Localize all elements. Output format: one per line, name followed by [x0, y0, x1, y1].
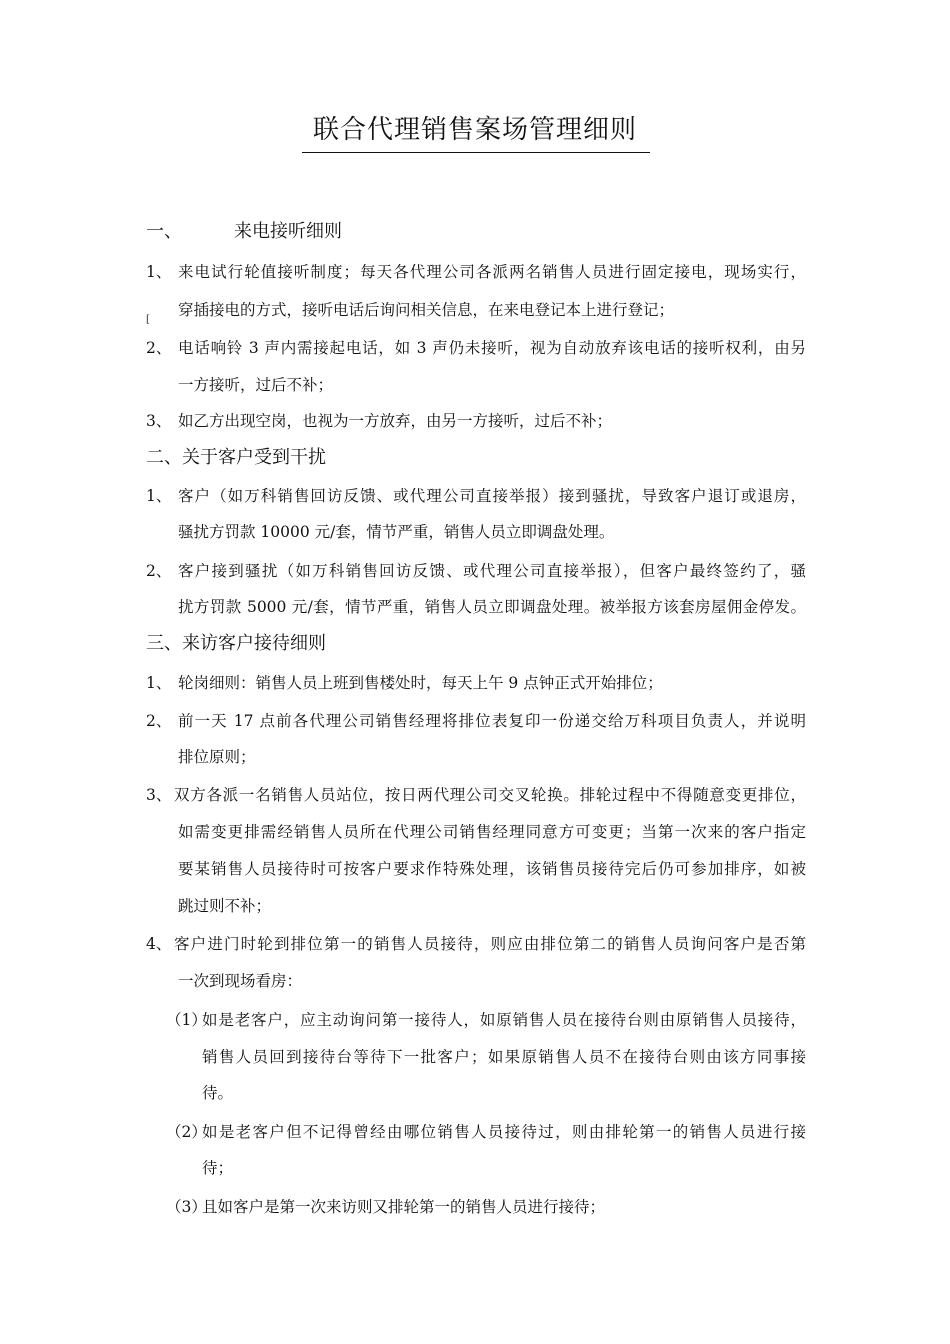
paragraph-line: 且如客户是第一次来访则又排轮第一的销售人员进行接待； [202, 1198, 606, 1216]
paragraph-line: 扰方罚款 5000 元/套，情节严重，销售人员立即调盘处理。被举报方该套房屋佣金停发。 [178, 598, 806, 616]
item-number: 3、 [146, 412, 172, 430]
paragraph-line: 排位原则； [178, 748, 256, 766]
paragraph-line: 来电试行轮值接听制度；每天各代理公司各派两名销售人员进行固定接电，现场实行， [178, 263, 806, 281]
section-heading-3: 三、来访客户接待细则 [146, 633, 326, 654]
paragraph-line: 双方各派一名销售人员站位，按日两代理公司交叉轮换。排轮过程中不得随意变更排位， [174, 786, 806, 804]
paragraph-line: 跳过则不补； [178, 897, 272, 915]
paragraph-line: 如需变更排需经销售人员所在代理公司销售经理同意方可变更；当第一次来的客户指定 [178, 823, 806, 841]
item-number: 3、 [146, 786, 172, 804]
paragraph-line: 要某销售人员接待时可按客户要求作特殊处理，该销售员接待完后仍可参加排序，如被 [178, 860, 806, 878]
section-title-1: 来电接听细则 [234, 221, 342, 242]
paragraph-line: 一方接听，过后不补； [178, 376, 334, 394]
paragraph-line: 轮岗细则：销售人员上班到售楼处时，每天上午 9 点钟正式开始排位； [178, 674, 663, 692]
margin-mark: [ [146, 314, 150, 325]
paragraph-line: 电话响铃 3 声内需接起电话，如 3 声仍未接听，视为自动放弃该电话的接听权利，由另 [178, 339, 806, 357]
document-title: 联合代理销售案场管理细则 [312, 115, 637, 145]
section-heading-2: 二、关于客户受到干扰 [146, 447, 326, 468]
subitem-number: （3） [166, 1198, 207, 1216]
item-number: 2、 [146, 712, 172, 730]
subitem-number: （2） [166, 1123, 207, 1141]
paragraph-line: 客户接到骚扰（如万科销售回访反馈、或代理公司直接举报），但客户最终签约了，骚 [178, 562, 806, 580]
item-number: 2、 [146, 339, 172, 357]
paragraph-line: 如是老客户，应主动询问第一接待人，如原销售人员在接待台则由原销售人员接待， [202, 1011, 806, 1029]
paragraph-line: 前一天 17 点前各代理公司销售经理将排位表复印一份递交给万科项目负责人，并说明 [178, 712, 806, 730]
paragraph-line: 客户进门时轮到排位第一的销售人员接待，则应由排位第二的销售人员询问客户是否第 [174, 935, 806, 953]
paragraph-line: 如是老客户但不记得曾经由哪位销售人员接待过，则由排轮第一的销售人员进行接 [202, 1123, 806, 1141]
item-number: 4、 [146, 935, 172, 953]
title-underline [302, 152, 650, 153]
item-number: 1、 [146, 674, 172, 692]
item-number: 1、 [146, 263, 172, 281]
paragraph-line: 一次到现场看房： [178, 972, 303, 990]
paragraph-line: 待； [202, 1159, 234, 1177]
item-number: 1、 [146, 487, 172, 505]
paragraph-line: 客户（如万科销售回访反馈、或代理公司直接举报）接到骚扰，导致客户退订或退房， [178, 487, 806, 505]
section-heading-1 [146, 220, 342, 244]
paragraph-line: 如乙方出现空岗，也视为一方放弃，由另一方接听，过后不补； [178, 412, 613, 430]
paragraph-line: 穿插接电的方式，接听电话后询问相关信息，在来电登记本上进行登记； [178, 301, 675, 319]
paragraph-line: 骚扰方罚款 10000 元/套，情节严重，销售人员立即调盘处理。 [178, 523, 615, 541]
paragraph-line: 待。 [202, 1084, 234, 1102]
item-number: 2、 [146, 562, 172, 580]
section-number-1: 一、 [146, 221, 182, 242]
paragraph-line: 销售人员回到接待台等待下一批客户；如果原销售人员不在接待台则由该方同事接 [202, 1048, 806, 1066]
subitem-number: （1） [166, 1011, 207, 1029]
